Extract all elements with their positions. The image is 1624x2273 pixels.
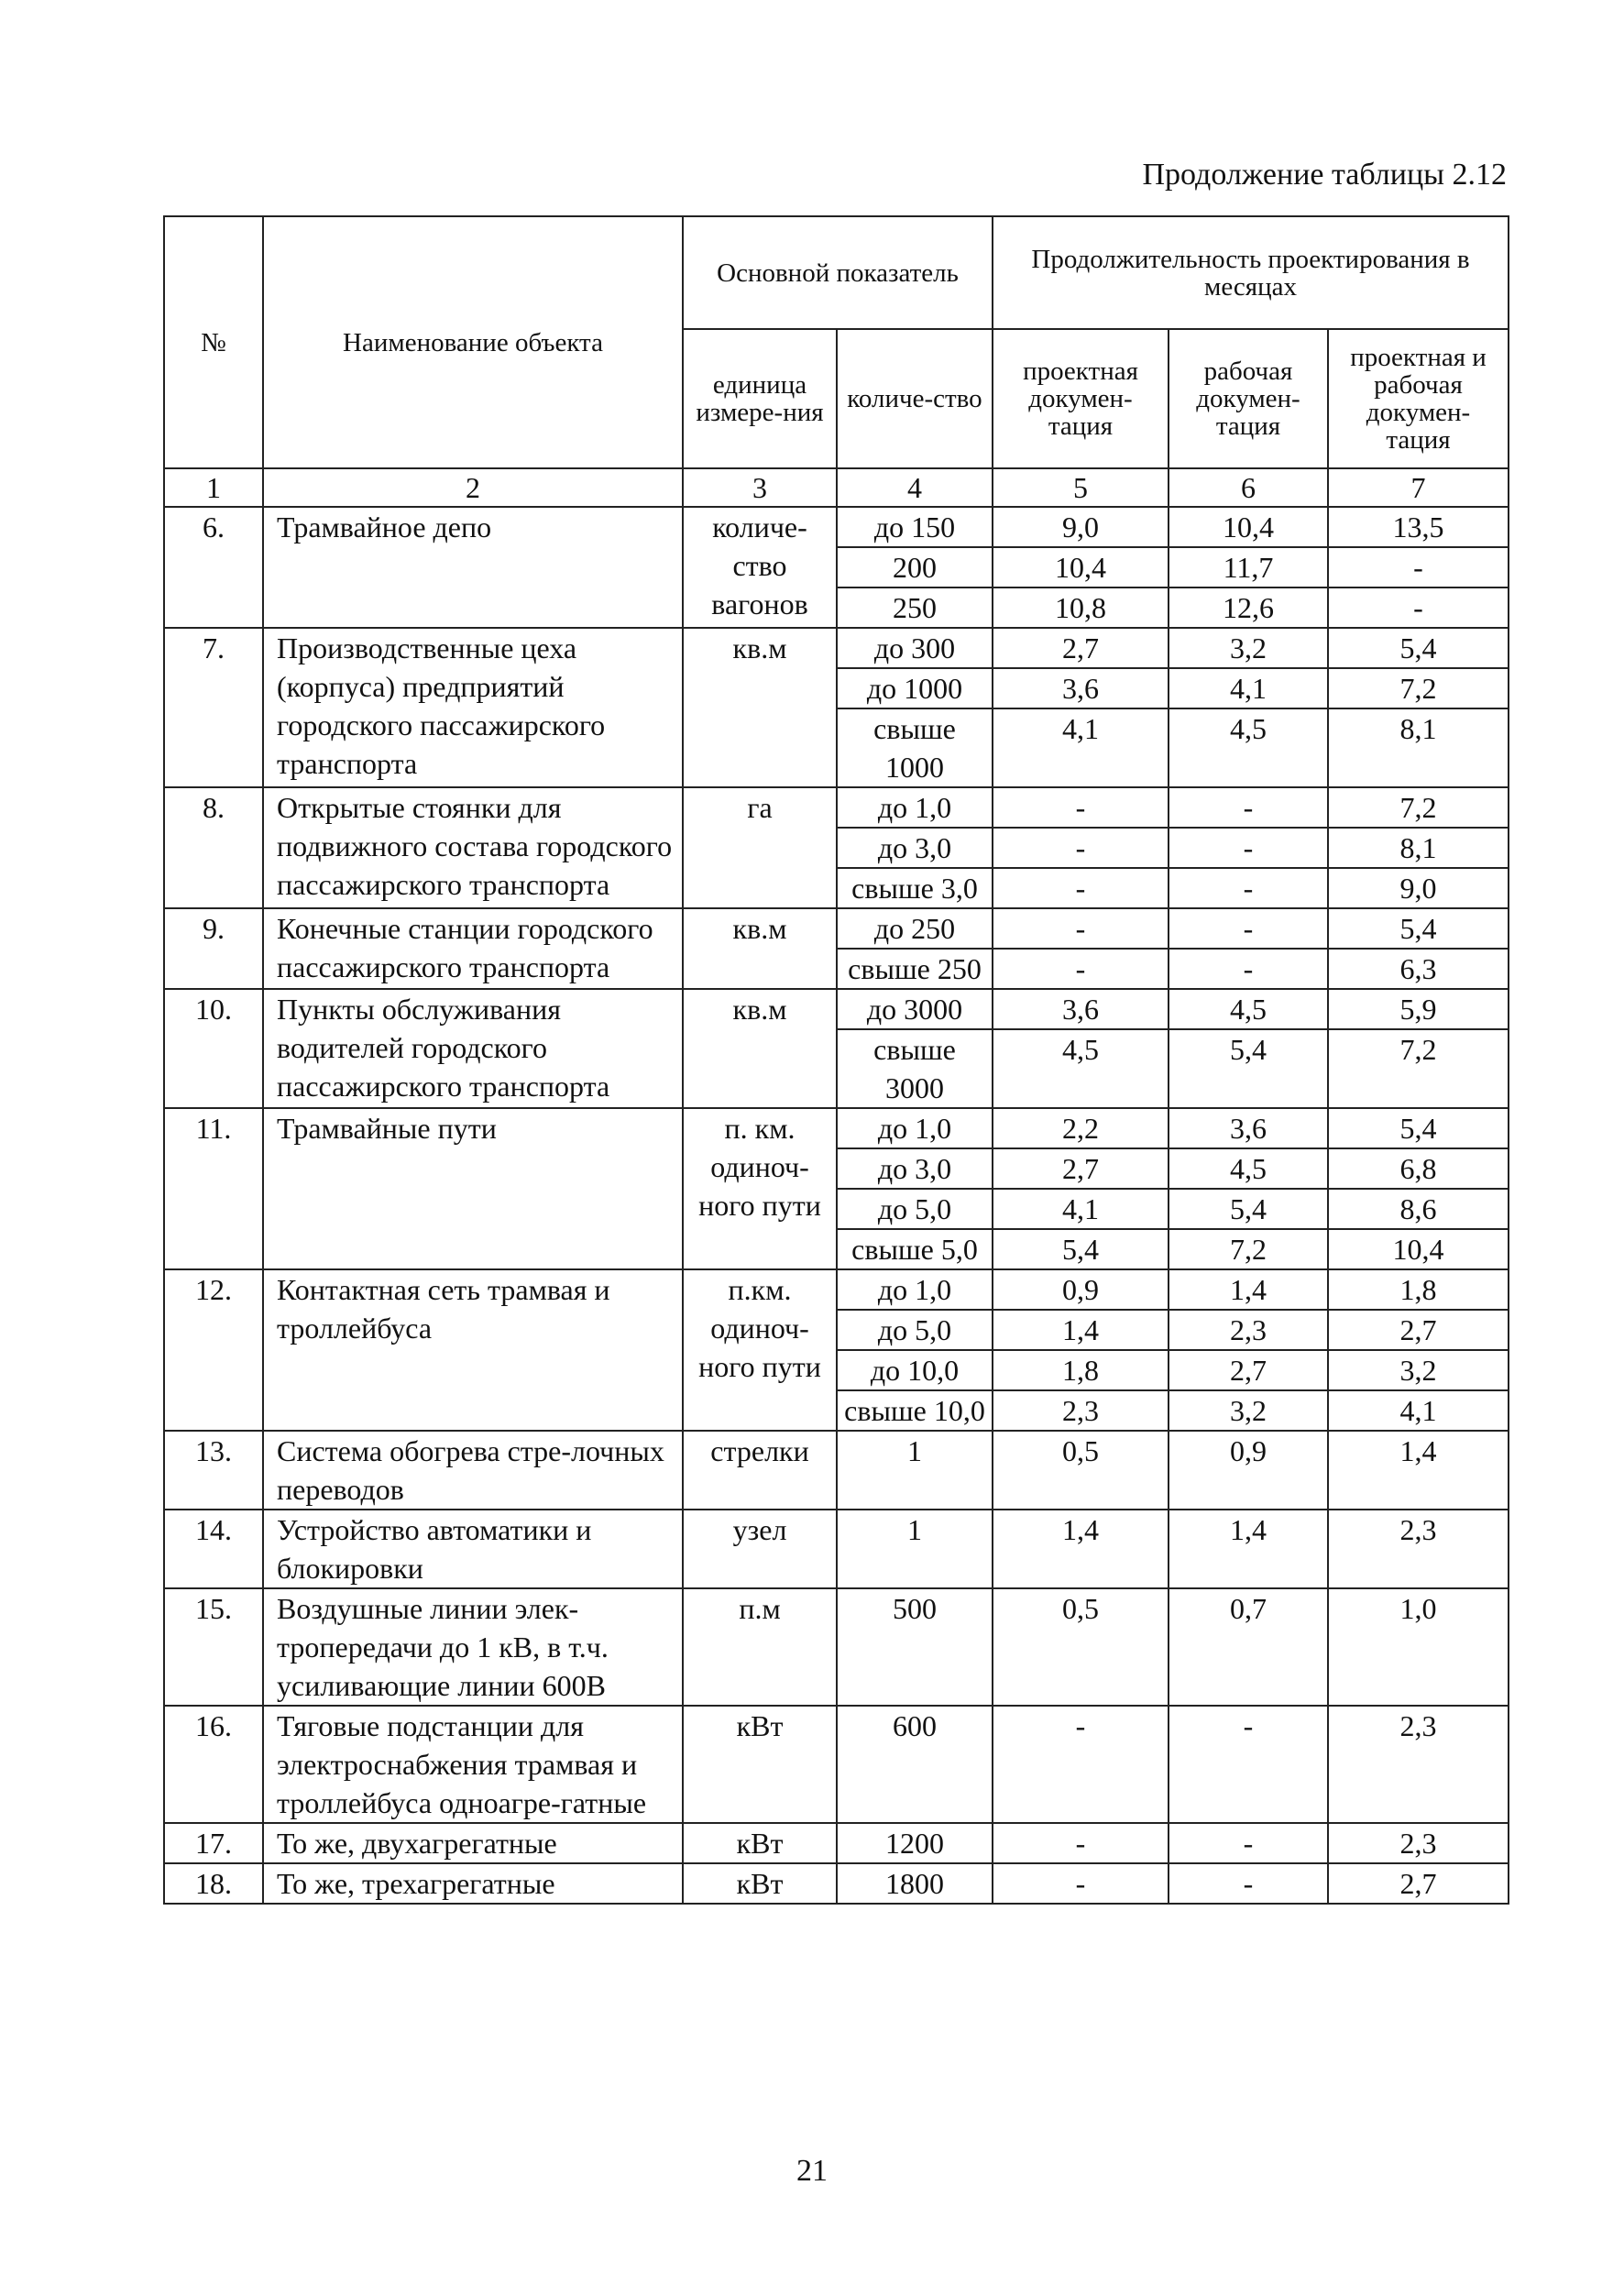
table-row [164,1706,1509,1823]
object-name: Трамвайные пути [263,1108,683,1269]
proj-doc-months: 2,3 [993,1390,1169,1431]
proj-work-doc-months: 5,4 [1328,1108,1509,1148]
row-number: 6. [164,507,263,628]
header-main-indicator: Основной показатель [683,216,993,329]
object-name: То же, двухагрегатные [263,1823,683,1863]
proj-work-doc-months: 1,0 [1328,1588,1509,1706]
col-number: 2 [263,468,683,507]
object-name: Конечные станции городского пассажирского транспорта [263,908,683,989]
row-number: 14. [164,1510,263,1588]
unit: кВт [683,1863,837,1904]
work-doc-months: - [1169,1706,1328,1823]
proj-work-doc-months: - [1328,547,1509,587]
object-name: Трамвайное депо [263,507,683,628]
proj-work-doc-months: 5,4 [1328,908,1509,949]
work-doc-months: - [1169,908,1328,949]
quantity: до 5,0 [837,1310,993,1350]
quantity: свыше 3,0 [837,868,993,908]
proj-doc-months: 1,8 [993,1350,1169,1390]
work-doc-months: 3,2 [1169,628,1328,668]
table-row [164,1431,1509,1510]
proj-work-doc-months: 2,3 [1328,1510,1509,1588]
work-doc-months: - [1169,1823,1328,1863]
unit: кв.м [683,908,837,989]
proj-doc-months: - [993,1863,1169,1904]
table-row [164,628,1509,668]
table-row [164,1588,1509,1706]
unit: кв.м [683,989,837,1108]
unit: п.км. одиноч-ного пути [683,1269,837,1431]
proj-doc-months: 5,4 [993,1229,1169,1269]
work-doc-months: 3,2 [1169,1390,1328,1431]
proj-doc-months: - [993,828,1169,868]
work-doc-months: - [1169,828,1328,868]
proj-work-doc-months: 8,6 [1328,1189,1509,1229]
col-number: 3 [683,468,837,507]
work-doc-months: 2,3 [1169,1310,1328,1350]
row-number: 16. [164,1706,263,1823]
quantity: 1800 [837,1863,993,1904]
proj-work-doc-months: 13,5 [1328,507,1509,547]
header-work-doc: рабочая докумен-тация [1169,329,1328,468]
proj-doc-months: 10,4 [993,547,1169,587]
quantity: до 3,0 [837,1148,993,1189]
object-name: Пункты обслуживания водителей городского пассажирского транспорта [263,989,683,1108]
table-row [164,507,1509,547]
work-doc-months: 5,4 [1169,1189,1328,1229]
work-doc-months: 3,6 [1169,1108,1328,1148]
work-doc-months: 0,7 [1169,1588,1328,1706]
proj-work-doc-months: 6,8 [1328,1148,1509,1189]
quantity: 1200 [837,1823,993,1863]
work-doc-months: 12,6 [1169,587,1328,628]
table-row [164,1269,1509,1310]
proj-doc-months: 4,1 [993,708,1169,787]
quantity: до 250 [837,908,993,949]
quantity: 500 [837,1588,993,1706]
table-row [164,989,1509,1029]
proj-doc-months: 1,4 [993,1310,1169,1350]
header-unit: единица измере-ния [683,329,837,468]
object-name: Тяговые подстанции для электроснабжения трамвая и троллейбуса одноагре-гатные [263,1706,683,1823]
design-duration-table [163,215,1509,1905]
quantity: до 1,0 [837,787,993,828]
quantity: до 300 [837,628,993,668]
proj-doc-months: - [993,1823,1169,1863]
header-proj-doc: проектная докумен-тация [993,329,1169,468]
quantity: до 1,0 [837,1269,993,1310]
proj-doc-months: 0,9 [993,1269,1169,1310]
work-doc-months: 4,5 [1169,708,1328,787]
row-number: 17. [164,1823,263,1863]
quantity: свыше 1000 [837,708,993,787]
object-name: Производственные цеха (корпуса) предприятий городского пассажирского транспорта [263,628,683,787]
quantity: до 1000 [837,668,993,708]
row-number: 9. [164,908,263,989]
object-name: Система обогрева стре-лочных переводов [263,1431,683,1510]
quantity: до 5,0 [837,1189,993,1229]
proj-doc-months: - [993,1706,1169,1823]
table-row [164,1863,1509,1904]
row-number: 11. [164,1108,263,1269]
header-qty: количе-ство [837,329,993,468]
quantity: свыше 5,0 [837,1229,993,1269]
col-number: 6 [1169,468,1328,507]
unit: кВт [683,1823,837,1863]
proj-doc-months: 0,5 [993,1431,1169,1510]
work-doc-months: 1,4 [1169,1510,1328,1588]
work-doc-months: 7,2 [1169,1229,1328,1269]
work-doc-months: 0,9 [1169,1431,1328,1510]
object-name: Устройство автоматики и блокировки [263,1510,683,1588]
proj-doc-months: 2,7 [993,628,1169,668]
proj-work-doc-months: 7,2 [1328,787,1509,828]
quantity: свыше 10,0 [837,1390,993,1431]
quantity: до 150 [837,507,993,547]
proj-doc-months: - [993,787,1169,828]
header-duration: Продолжительность проектирования в месяцах [993,216,1509,329]
proj-work-doc-months: 4,1 [1328,1390,1509,1431]
quantity: 200 [837,547,993,587]
header-name: Наименование объекта [263,216,683,468]
proj-work-doc-months: 5,9 [1328,989,1509,1029]
work-doc-months: 11,7 [1169,547,1328,587]
unit: п.м [683,1588,837,1706]
proj-work-doc-months: 2,7 [1328,1310,1509,1350]
row-number: 12. [164,1269,263,1431]
header-proj-work-doc: проектная и рабочая докумен-тация [1328,329,1509,468]
work-doc-months: 4,5 [1169,1148,1328,1189]
quantity: свыше 3000 [837,1029,993,1108]
work-doc-months: - [1169,1863,1328,1904]
proj-work-doc-months: 5,4 [1328,628,1509,668]
row-number: 18. [164,1863,263,1904]
unit: га [683,787,837,908]
unit: кв.м [683,628,837,787]
work-doc-months: 2,7 [1169,1350,1328,1390]
work-doc-months: - [1169,868,1328,908]
quantity: 600 [837,1706,993,1823]
table-row [164,1823,1509,1863]
work-doc-months: - [1169,787,1328,828]
object-name: То же, трехагрегатные [263,1863,683,1904]
unit: стрелки [683,1431,837,1510]
row-number: 8. [164,787,263,908]
table-row [164,787,1509,828]
quantity: до 10,0 [837,1350,993,1390]
proj-doc-months: 3,6 [993,668,1169,708]
proj-doc-months: 9,0 [993,507,1169,547]
proj-doc-months: - [993,868,1169,908]
object-name: Воздушные линии элек-тропередачи до 1 кВ, в т.ч. усиливающие линии 600В [263,1588,683,1706]
col-number: 7 [1328,468,1509,507]
object-name: Открытые стоянки для подвижного состава городского пассажирского транспорта [263,787,683,908]
header-num: № [164,216,263,468]
work-doc-months: 4,1 [1169,668,1328,708]
unit: кВт [683,1706,837,1823]
table-row [164,1510,1509,1588]
quantity: свыше 250 [837,949,993,989]
quantity: до 3,0 [837,828,993,868]
table-body [164,507,1509,1904]
work-doc-months: 1,4 [1169,1269,1328,1310]
object-name: Контактная сеть трамвая и троллейбуса [263,1269,683,1431]
proj-work-doc-months: 9,0 [1328,868,1509,908]
proj-work-doc-months: 2,3 [1328,1706,1509,1823]
proj-work-doc-months: 7,2 [1328,668,1509,708]
proj-doc-months: - [993,949,1169,989]
table-row [164,908,1509,949]
proj-work-doc-months: 1,4 [1328,1431,1509,1510]
proj-work-doc-months: 3,2 [1328,1350,1509,1390]
table-row [164,1108,1509,1148]
page-number: 21 [796,2154,828,2188]
work-doc-months: 5,4 [1169,1029,1328,1108]
proj-doc-months: 0,5 [993,1588,1169,1706]
col-number: 5 [993,468,1169,507]
quantity: 1 [837,1431,993,1510]
unit: узел [683,1510,837,1588]
table-caption: Продолжение таблицы 2.12 [1142,158,1507,192]
quantity: до 3000 [837,989,993,1029]
quantity: до 1,0 [837,1108,993,1148]
work-doc-months: - [1169,949,1328,989]
work-doc-months: 10,4 [1169,507,1328,547]
proj-doc-months: 2,7 [993,1148,1169,1189]
proj-doc-months: 4,5 [993,1029,1169,1108]
proj-doc-months: - [993,908,1169,949]
work-doc-months: 4,5 [1169,989,1328,1029]
proj-doc-months: 10,8 [993,587,1169,628]
proj-work-doc-months: 8,1 [1328,828,1509,868]
row-number: 7. [164,628,263,787]
proj-doc-months: 3,6 [993,989,1169,1029]
proj-doc-months: 2,2 [993,1108,1169,1148]
proj-work-doc-months: 2,7 [1328,1863,1509,1904]
quantity: 250 [837,587,993,628]
proj-work-doc-months: 1,8 [1328,1269,1509,1310]
row-number: 15. [164,1588,263,1706]
unit: п. км. одиноч-ного пути [683,1108,837,1269]
proj-doc-months: 4,1 [993,1189,1169,1229]
row-number: 13. [164,1431,263,1510]
proj-work-doc-months: 6,3 [1328,949,1509,989]
proj-work-doc-months: 8,1 [1328,708,1509,787]
col-number: 1 [164,468,263,507]
proj-work-doc-months: 7,2 [1328,1029,1509,1108]
proj-work-doc-months: 2,3 [1328,1823,1509,1863]
proj-doc-months: 1,4 [993,1510,1169,1588]
unit: количе-ство вагонов [683,507,837,628]
col-number: 4 [837,468,993,507]
proj-work-doc-months: 10,4 [1328,1229,1509,1269]
proj-work-doc-months: - [1328,587,1509,628]
row-number: 10. [164,989,263,1108]
quantity: 1 [837,1510,993,1588]
